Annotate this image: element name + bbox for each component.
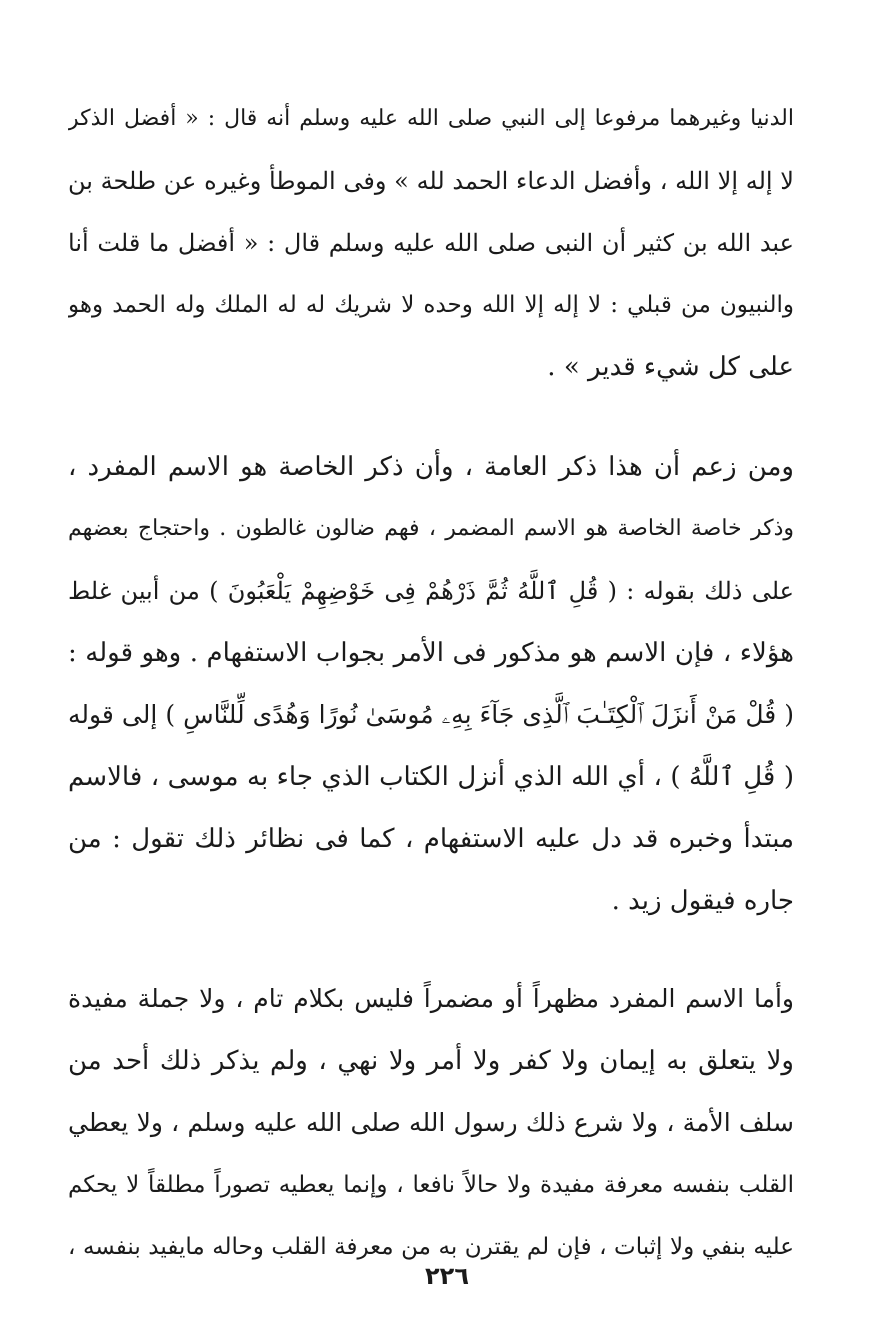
- text-line: القلب بنفسه معرفة مفيدة ولا حالاً نافعا ، وإنما يعطيه تصوراً مطلقاً لا يحكم: [68, 1172, 794, 1198]
- text-line: على كل شيء قدير » .: [547, 352, 794, 382]
- text-line: جاره فيقول زيد .: [611, 886, 794, 916]
- text-line-with-quran-verse: ( قُلْ مَنْ أَنزَلَ ٱلْكِتَـٰبَ ٱلَّذِى جَآءَ بِهِۦ مُوسَىٰ نُورًا وَهُدًى لِّلنَّاسِ ) إلى قوله: [68, 700, 794, 729]
- text-line: ومن زعم أن هذا ذكر العامة ، وأن ذكر الخاصة هو الاسم المفرد ،: [68, 452, 794, 482]
- text-line: الدنيا وغيرهما مرفوعا إلى النبي صلى الله عليه وسلم أنه قال : « أفضل الذكر: [68, 106, 794, 131]
- text-line: هؤلاء ، فإن الاسم هو مذكور فى الأمر بجواب الاستفهام . وهو قوله :: [68, 638, 794, 668]
- page-body: [68, 88, 794, 1278]
- text-line: وأما الاسم المفرد مظهراً أو مضمراً فليس بكلام تام ، ولا جملة مفيدة: [68, 984, 794, 1013]
- text-line: عبد الله بن كثير أن النبى صلى الله عليه وسلم قال : « أفضل ما قلت أنا: [68, 229, 794, 257]
- paragraph-3: [68, 968, 794, 1278]
- text-line: ولا يتعلق به إيمان ولا كفر ولا أمر ولا نهي ، ولم يذكر ذلك أحد من: [68, 1046, 794, 1076]
- text-line: عليه بنفي ولا إثبات ، فإن لم يقترن به من معرفة القلب وحاله مايفيد بنفسه ،: [68, 1234, 794, 1260]
- text-line: والنبيون من قبلي : لا إله إلا الله وحده لا شريك له له الملك وله الحمد وهو: [68, 292, 794, 318]
- text-line-with-quran-verse: على ذلك بقوله : ( قُلِ ٱللَّهُ ثُمَّ ذَرْهُمْ فِى خَوْضِهِمْ يَلْعَبُونَ ) من أبين غلط: [68, 577, 794, 605]
- paragraph-spacer: [68, 932, 794, 968]
- text-line: مبتدأ وخبره قد دل عليه الاستفهام ، كما فى نظائر ذلك تقول : من: [68, 824, 794, 854]
- paragraph-2: [68, 436, 794, 932]
- text-line: سلف الأمة ، ولا شرع ذلك رسول الله صلى الله عليه وسلم ، ولا يعطي: [68, 1108, 794, 1137]
- page-number: ٢٢٦: [425, 1262, 469, 1290]
- text-line: لا إله إلا الله ، وأفضل الدعاء الحمد لله » وفى الموطأ وغيره عن طلحة بن: [68, 167, 794, 195]
- text-line-with-quran-verse: ( قُلِ ٱللَّهُ ) ، أي الله الذي أنزل الكتاب الذي جاء به موسى ، فالاسم: [68, 762, 794, 792]
- paragraph-1: [68, 88, 794, 398]
- paragraph-spacer: [68, 398, 794, 436]
- text-line: وذكر خاصة الخاصة هو الاسم المضمر ، فهم ضالون غالطون . واحتجاج بعضهم: [68, 516, 794, 541]
